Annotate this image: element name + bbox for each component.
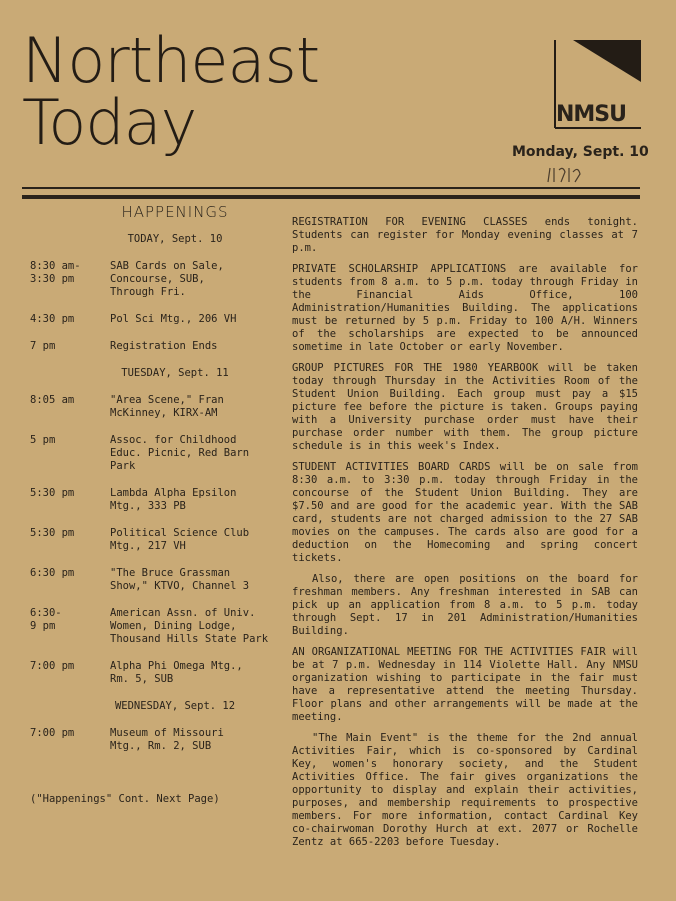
event-time: 4:30 pm bbox=[30, 313, 75, 325]
title-line-1: Northeast bbox=[22, 24, 320, 97]
event-description: Lambda Alpha Epsilon Mtg., 333 PB bbox=[110, 487, 237, 512]
event-description: Political Science Club Mtg., 217 VH bbox=[110, 527, 250, 552]
event-time: 5:30 pm bbox=[30, 487, 75, 499]
event-item bbox=[30, 313, 280, 326]
announcement-paragraph: Also, there are open positions on the board for freshman members. Any freshman interested in SAB can pick up an application from 8 a.m. to 5 p.m. today through Sept. 17 in 201 Administration/Humanities Building. bbox=[292, 573, 638, 637]
event-item bbox=[30, 607, 280, 646]
announcements-column bbox=[292, 216, 638, 857]
announcement-paragraph: REGISTRATION FOR EVENING CLASSES ends tonight. Students can register for Monday evening classes at 7 p.m. bbox=[292, 216, 638, 254]
event-time: 8:05 am bbox=[30, 394, 75, 406]
event-item bbox=[30, 727, 280, 753]
happenings-column bbox=[30, 203, 280, 806]
event-item bbox=[30, 260, 280, 299]
continued-note: ("Happenings" Cont. Next Page) bbox=[30, 793, 220, 805]
event-time: 5:30 pm bbox=[30, 527, 75, 539]
happenings-heading: HAPPENINGS bbox=[121, 203, 229, 221]
event-description: Registration Ends bbox=[110, 340, 218, 352]
day-heading: WEDNESDAY, Sept. 12 bbox=[114, 700, 236, 712]
event-time: 6:30 pm bbox=[30, 567, 75, 579]
issue-date: Monday, Sept. 10 bbox=[512, 144, 649, 160]
event-item bbox=[30, 527, 280, 553]
event-time: 8:30 am- 3:30 pm bbox=[30, 260, 81, 285]
day-heading: TODAY, Sept. 10 bbox=[127, 233, 223, 245]
announcement-paragraph: AN ORGANIZATIONAL MEETING FOR THE ACTIVITIES FAIR will be at 7 p.m. Wednesday in 114 Violette Hall. Any NMSU organization wishing to participate in the fair must have a representative attend the meeting Thursday. Floor plans and other arrangements will be made at the meeting. bbox=[292, 646, 638, 723]
event-item bbox=[30, 487, 280, 513]
announcement-paragraph: "The Main Event" is the theme for the 2nd annual Activities Fair, which is co-sponsored by Cardinal Key, women's honorary society, and the Student Activities Office. The fair gives organizations the opportunity to display and explain their activities, purposes, and membership requirements to prospective members. For more information, contact Cardinal Key co-chairwoman Dorothy Hurch at ext. 2077 or Rochelle Zentz at 665-2203 before Tuesday. bbox=[292, 732, 638, 848]
event-time: 7:00 pm bbox=[30, 727, 75, 739]
event-description: Assoc. for Childhood Educ. Picnic, Red Barn Park bbox=[110, 434, 250, 472]
event-description: "Area Scene," Fran McKinney, KIRX-AM bbox=[110, 394, 224, 419]
event-description: Museum of Missouri Mtg., Rm. 2, SUB bbox=[110, 727, 224, 752]
header-rule-thick bbox=[22, 195, 640, 199]
event-item bbox=[30, 567, 280, 593]
header-rule-thin bbox=[22, 187, 640, 189]
event-description: SAB Cards on Sale, Concourse, SUB, Through Fri. bbox=[110, 260, 224, 298]
announcement-paragraph: STUDENT ACTIVITIES BOARD CARDS will be on sale from 8:30 a.m. to 3:30 p.m. today through Friday in the concourse of the Student Union Building. They are $7.50 and are good for the academic year. With the SAB card, students are not charged admission to the 27 SAB movies on the campuses. The cards also are good for a deduction on the Homecoming and spring concert tickets. bbox=[292, 461, 638, 564]
event-item bbox=[30, 660, 280, 686]
event-time: 6:30- 9 pm bbox=[30, 607, 62, 632]
logo-text: NMSU bbox=[556, 102, 627, 127]
announcement-paragraph: GROUP PICTURES FOR THE 1980 YEARBOOK will be taken today through Thursday in the Activities Room of the Student Union Building. Each group must pay a $15 picture fee before the picture is taken. Groups paying with a University purchase order must have their purchase order number with them. The group picture schedule is in this week's Index. bbox=[292, 362, 638, 452]
day-heading: TUESDAY, Sept. 11 bbox=[121, 367, 229, 379]
event-description: Pol Sci Mtg., 206 VH bbox=[110, 313, 237, 325]
event-item bbox=[30, 340, 280, 353]
announcement-paragraph: PRIVATE SCHOLARSHIP APPLICATIONS are available for students from 8 a.m. to 5 p.m. today through Friday in the Financial Aids Office, 100 Administration/Humanities Building. The applications must be returned by 5 p.m. Friday to 100 A/H. Winners of the scholarships are expected to be announced sometime in late October or early November. bbox=[292, 263, 638, 353]
event-description: American Assn. of Univ. Women, Dining Lodge, Thousand Hills State Park bbox=[110, 607, 269, 645]
title-line-2: Today bbox=[22, 86, 197, 159]
event-description: "The Bruce Grassman Show," KTVO, Channel 3 bbox=[110, 567, 250, 592]
handwritten-year bbox=[545, 164, 585, 186]
event-item bbox=[30, 434, 280, 473]
event-description: Alpha Phi Omega Mtg., Rm. 5, SUB bbox=[110, 660, 243, 685]
event-time: 7 pm bbox=[30, 340, 56, 352]
event-time: 5 pm bbox=[30, 434, 56, 446]
event-time: 7:00 pm bbox=[30, 660, 75, 672]
event-item bbox=[30, 394, 280, 420]
masthead-title bbox=[22, 24, 320, 159]
